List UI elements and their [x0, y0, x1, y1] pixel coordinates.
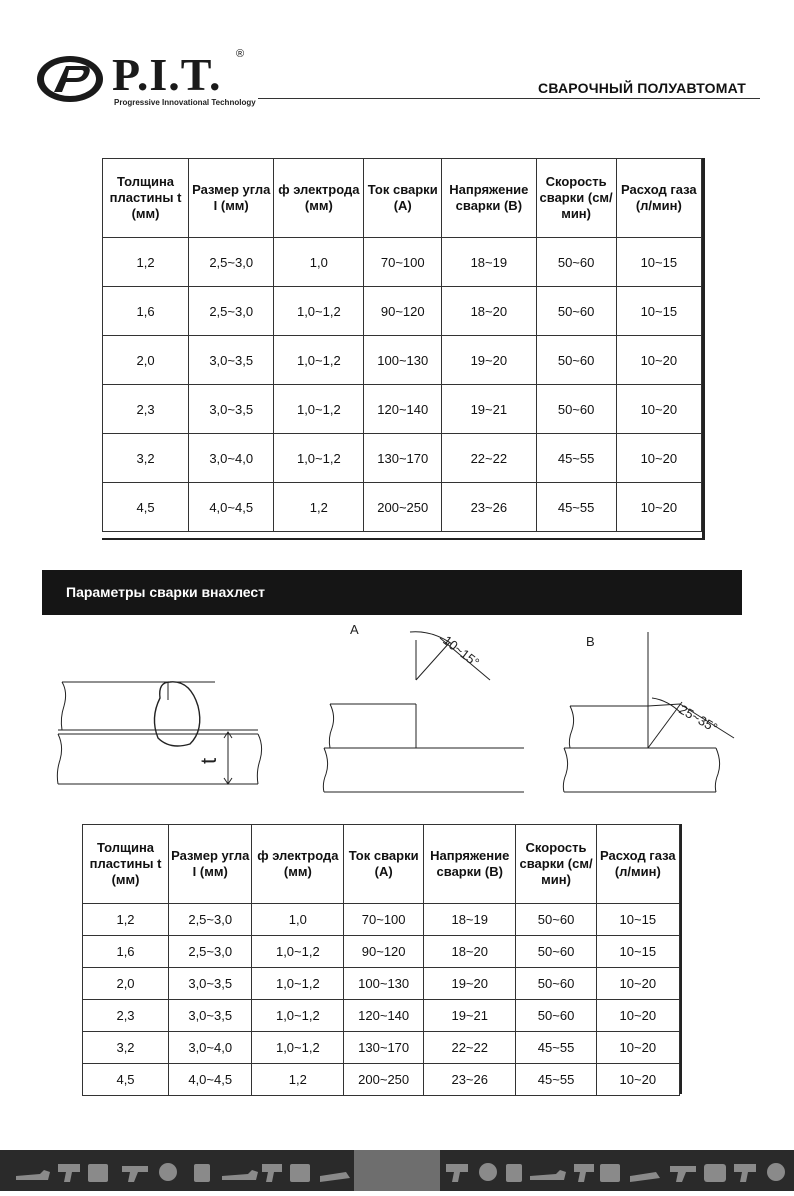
section-header-bar [42, 570, 742, 615]
table-cell: 3,0~4,0 [169, 1032, 252, 1064]
table-cell: 100~130 [344, 968, 424, 1000]
table-cell: 2,0 [83, 968, 169, 1000]
table-cell: 10~15 [596, 936, 679, 968]
table-cell: 130~170 [364, 434, 442, 483]
table-row [83, 1000, 680, 1032]
table-cell: 45~55 [516, 1064, 596, 1096]
table-cell: 1,6 [103, 287, 189, 336]
table-row [83, 968, 680, 1000]
col-header-voltage: Напряжение сварки (В) [424, 825, 516, 904]
table-cell: 90~120 [344, 936, 424, 968]
table-cell: 4,0~4,5 [169, 1064, 252, 1096]
table-cell: 50~60 [536, 238, 616, 287]
hammer-drill-icon [122, 1166, 148, 1182]
table-row [83, 1064, 680, 1096]
table-cell: 45~55 [536, 434, 616, 483]
table-cell: 23~26 [442, 483, 536, 532]
table-cell: 1,0~1,2 [274, 287, 364, 336]
header-divider [258, 98, 760, 99]
table2-shadow-right [680, 824, 682, 1094]
table-cell: 2,5~3,0 [189, 287, 274, 336]
table-cell: 120~140 [344, 1000, 424, 1032]
screwdriver-icon [262, 1164, 282, 1182]
table-cell: 3,0~3,5 [169, 1000, 252, 1032]
table-cell: 200~250 [364, 483, 442, 532]
section-title: Параметры сварки внахлест [66, 584, 266, 600]
box-icon [194, 1164, 210, 1182]
table-cell: 1,6 [83, 936, 169, 968]
table-cell: 10~20 [596, 1064, 679, 1096]
welding-params-table-2 [82, 824, 680, 1096]
box-icon-2 [506, 1164, 522, 1182]
table-cell: 1,2 [274, 483, 364, 532]
table-cell: 10~20 [616, 336, 701, 385]
table-cell: 10~20 [616, 483, 701, 532]
mixer-icon-3 [767, 1163, 785, 1181]
table-cell: 1,0~1,2 [252, 1000, 344, 1032]
registered-mark: ® [236, 48, 245, 60]
table-cell: 3,0~4,0 [189, 434, 274, 483]
table-row [103, 287, 702, 336]
table-cell: 10~15 [616, 287, 701, 336]
lap-weld-diagram [40, 620, 740, 800]
table-cell: 1,2 [103, 238, 189, 287]
table-row [83, 1032, 680, 1064]
table-cell: 2,5~3,0 [169, 904, 252, 936]
table-row [103, 238, 702, 287]
table-cell: 2,3 [83, 1000, 169, 1032]
table-cell: 3,2 [83, 1032, 169, 1064]
col-header-angle: Размер угла I (мм) [189, 159, 274, 238]
table-row [103, 385, 702, 434]
table-cell: 3,0~3,5 [189, 336, 274, 385]
table-cell: 1,2 [83, 904, 169, 936]
drill-icon-3 [734, 1164, 756, 1182]
table-cell: 50~60 [516, 936, 596, 968]
table-cell: 70~100 [364, 238, 442, 287]
table-cell: 1,0~1,2 [274, 385, 364, 434]
grinder-icon-3 [530, 1170, 566, 1180]
table-cell: 4,0~4,5 [189, 483, 274, 532]
table-cell: 10~15 [596, 904, 679, 936]
table-cell: 19~20 [424, 968, 516, 1000]
drill-icon [58, 1164, 80, 1182]
table-cell: 22~22 [424, 1032, 516, 1064]
torch-angle-a-figure [323, 632, 524, 792]
welding-params-table-1 [102, 158, 702, 532]
table-cell: 19~21 [424, 1000, 516, 1032]
col-header-electrode: ф электрода (мм) [252, 825, 344, 904]
table-header-row [103, 159, 702, 238]
brand-name: P.I.T. [112, 49, 222, 100]
table-cell: 10~20 [596, 1000, 679, 1032]
table-cell: 23~26 [424, 1064, 516, 1096]
drill-icon-2 [446, 1164, 468, 1182]
saw-icon-2 [630, 1172, 660, 1182]
table-cell: 45~55 [536, 483, 616, 532]
lap-joint-figure [57, 682, 261, 784]
table-cell: 45~55 [516, 1032, 596, 1064]
table-cell: 2,3 [103, 385, 189, 434]
angle-a-label: 10~15° [440, 632, 483, 671]
brand-tagline: Progressive Innovational Technology [114, 98, 256, 107]
thickness-label: t [196, 757, 221, 764]
table-cell: 22~22 [442, 434, 536, 483]
col-header-speed: Скорость сварки (см/мин) [516, 825, 596, 904]
welder-icon-3 [600, 1164, 620, 1182]
screwdriver-icon-2 [574, 1164, 594, 1182]
table-cell: 2,5~3,0 [189, 238, 274, 287]
table-cell: 50~60 [536, 287, 616, 336]
table-cell: 2,5~3,0 [169, 936, 252, 968]
table-cell: 10~20 [616, 385, 701, 434]
table1-shadow-right [702, 158, 705, 540]
col-header-gas: Расход газа (л/мин) [616, 159, 701, 238]
compressor-icon [704, 1164, 726, 1182]
saw-icon [320, 1172, 350, 1182]
col-header-gas: Расход газа (л/мин) [596, 825, 679, 904]
mixer-icon [159, 1163, 177, 1181]
welder-icon [88, 1164, 108, 1182]
table-cell: 10~15 [616, 238, 701, 287]
footer-tool-strip [0, 1150, 794, 1191]
table-cell: 130~170 [344, 1032, 424, 1064]
table-cell: 1,0~1,2 [252, 936, 344, 968]
hammer-drill-icon-2 [670, 1166, 696, 1182]
col-header-speed: Скорость сварки (см/мин) [536, 159, 616, 238]
table-cell: 100~130 [364, 336, 442, 385]
table-cell: 19~20 [442, 336, 536, 385]
label-a: A [350, 622, 359, 637]
table-cell: 18~20 [442, 287, 536, 336]
angle-grinder-icon [16, 1170, 50, 1180]
table-cell: 10~20 [596, 968, 679, 1000]
table-row [83, 904, 680, 936]
table-cell: 120~140 [364, 385, 442, 434]
table-cell: 70~100 [344, 904, 424, 936]
table-row [103, 434, 702, 483]
table-cell: 1,0~1,2 [252, 968, 344, 1000]
col-header-current: Ток сварки (А) [344, 825, 424, 904]
table-cell: 1,0~1,2 [252, 1032, 344, 1064]
col-header-electrode: ф электрода (мм) [274, 159, 364, 238]
table-cell: 90~120 [364, 287, 442, 336]
table-cell: 2,0 [103, 336, 189, 385]
table-cell: 50~60 [516, 968, 596, 1000]
table-cell: 18~19 [442, 238, 536, 287]
table-cell: 50~60 [536, 336, 616, 385]
col-header-thickness: Толщина пластины t (мм) [103, 159, 189, 238]
table-cell: 3,0~3,5 [169, 968, 252, 1000]
table-cell: 1,0~1,2 [274, 434, 364, 483]
col-header-voltage: Напряжение сварки (В) [442, 159, 536, 238]
table-cell: 3,2 [103, 434, 189, 483]
table-cell: 3,0~3,5 [189, 385, 274, 434]
table-cell: 4,5 [83, 1064, 169, 1096]
col-header-current: Ток сварки (А) [364, 159, 442, 238]
pit-emblem-icon [36, 54, 104, 104]
table1-shadow-bottom [102, 538, 705, 540]
table-cell: 1,0~1,2 [274, 336, 364, 385]
table-cell: 18~19 [424, 904, 516, 936]
label-b: B [586, 634, 595, 649]
welder-icon-2 [290, 1164, 310, 1182]
angle-b-label: 25~35° [676, 701, 721, 736]
col-header-thickness: Толщина пластины t (мм) [83, 825, 169, 904]
table-cell: 19~21 [442, 385, 536, 434]
table-row [103, 336, 702, 385]
table-cell: 4,5 [103, 483, 189, 532]
table-header-row [83, 825, 680, 904]
brand-logo [36, 48, 256, 110]
table-cell: 1,2 [252, 1064, 344, 1096]
table-cell: 200~250 [344, 1064, 424, 1096]
table-cell: 10~20 [596, 1032, 679, 1064]
table-cell: 1,0 [252, 904, 344, 936]
table-row [103, 483, 702, 532]
page-number-box [354, 1150, 440, 1191]
table-row [83, 936, 680, 968]
col-header-angle: Размер угла I (мм) [169, 825, 252, 904]
table-cell: 18~20 [424, 936, 516, 968]
table-cell: 50~60 [516, 1000, 596, 1032]
table-cell: 1,0 [274, 238, 364, 287]
mixer-icon-2 [479, 1163, 497, 1181]
grinder-icon-2 [222, 1170, 258, 1180]
table-cell: 10~20 [616, 434, 701, 483]
table-cell: 50~60 [516, 904, 596, 936]
table-cell: 50~60 [536, 385, 616, 434]
torch-angle-b-figure [563, 632, 734, 792]
page-title: СВАРОЧНЫЙ ПОЛУАВТОМАТ [538, 80, 746, 96]
